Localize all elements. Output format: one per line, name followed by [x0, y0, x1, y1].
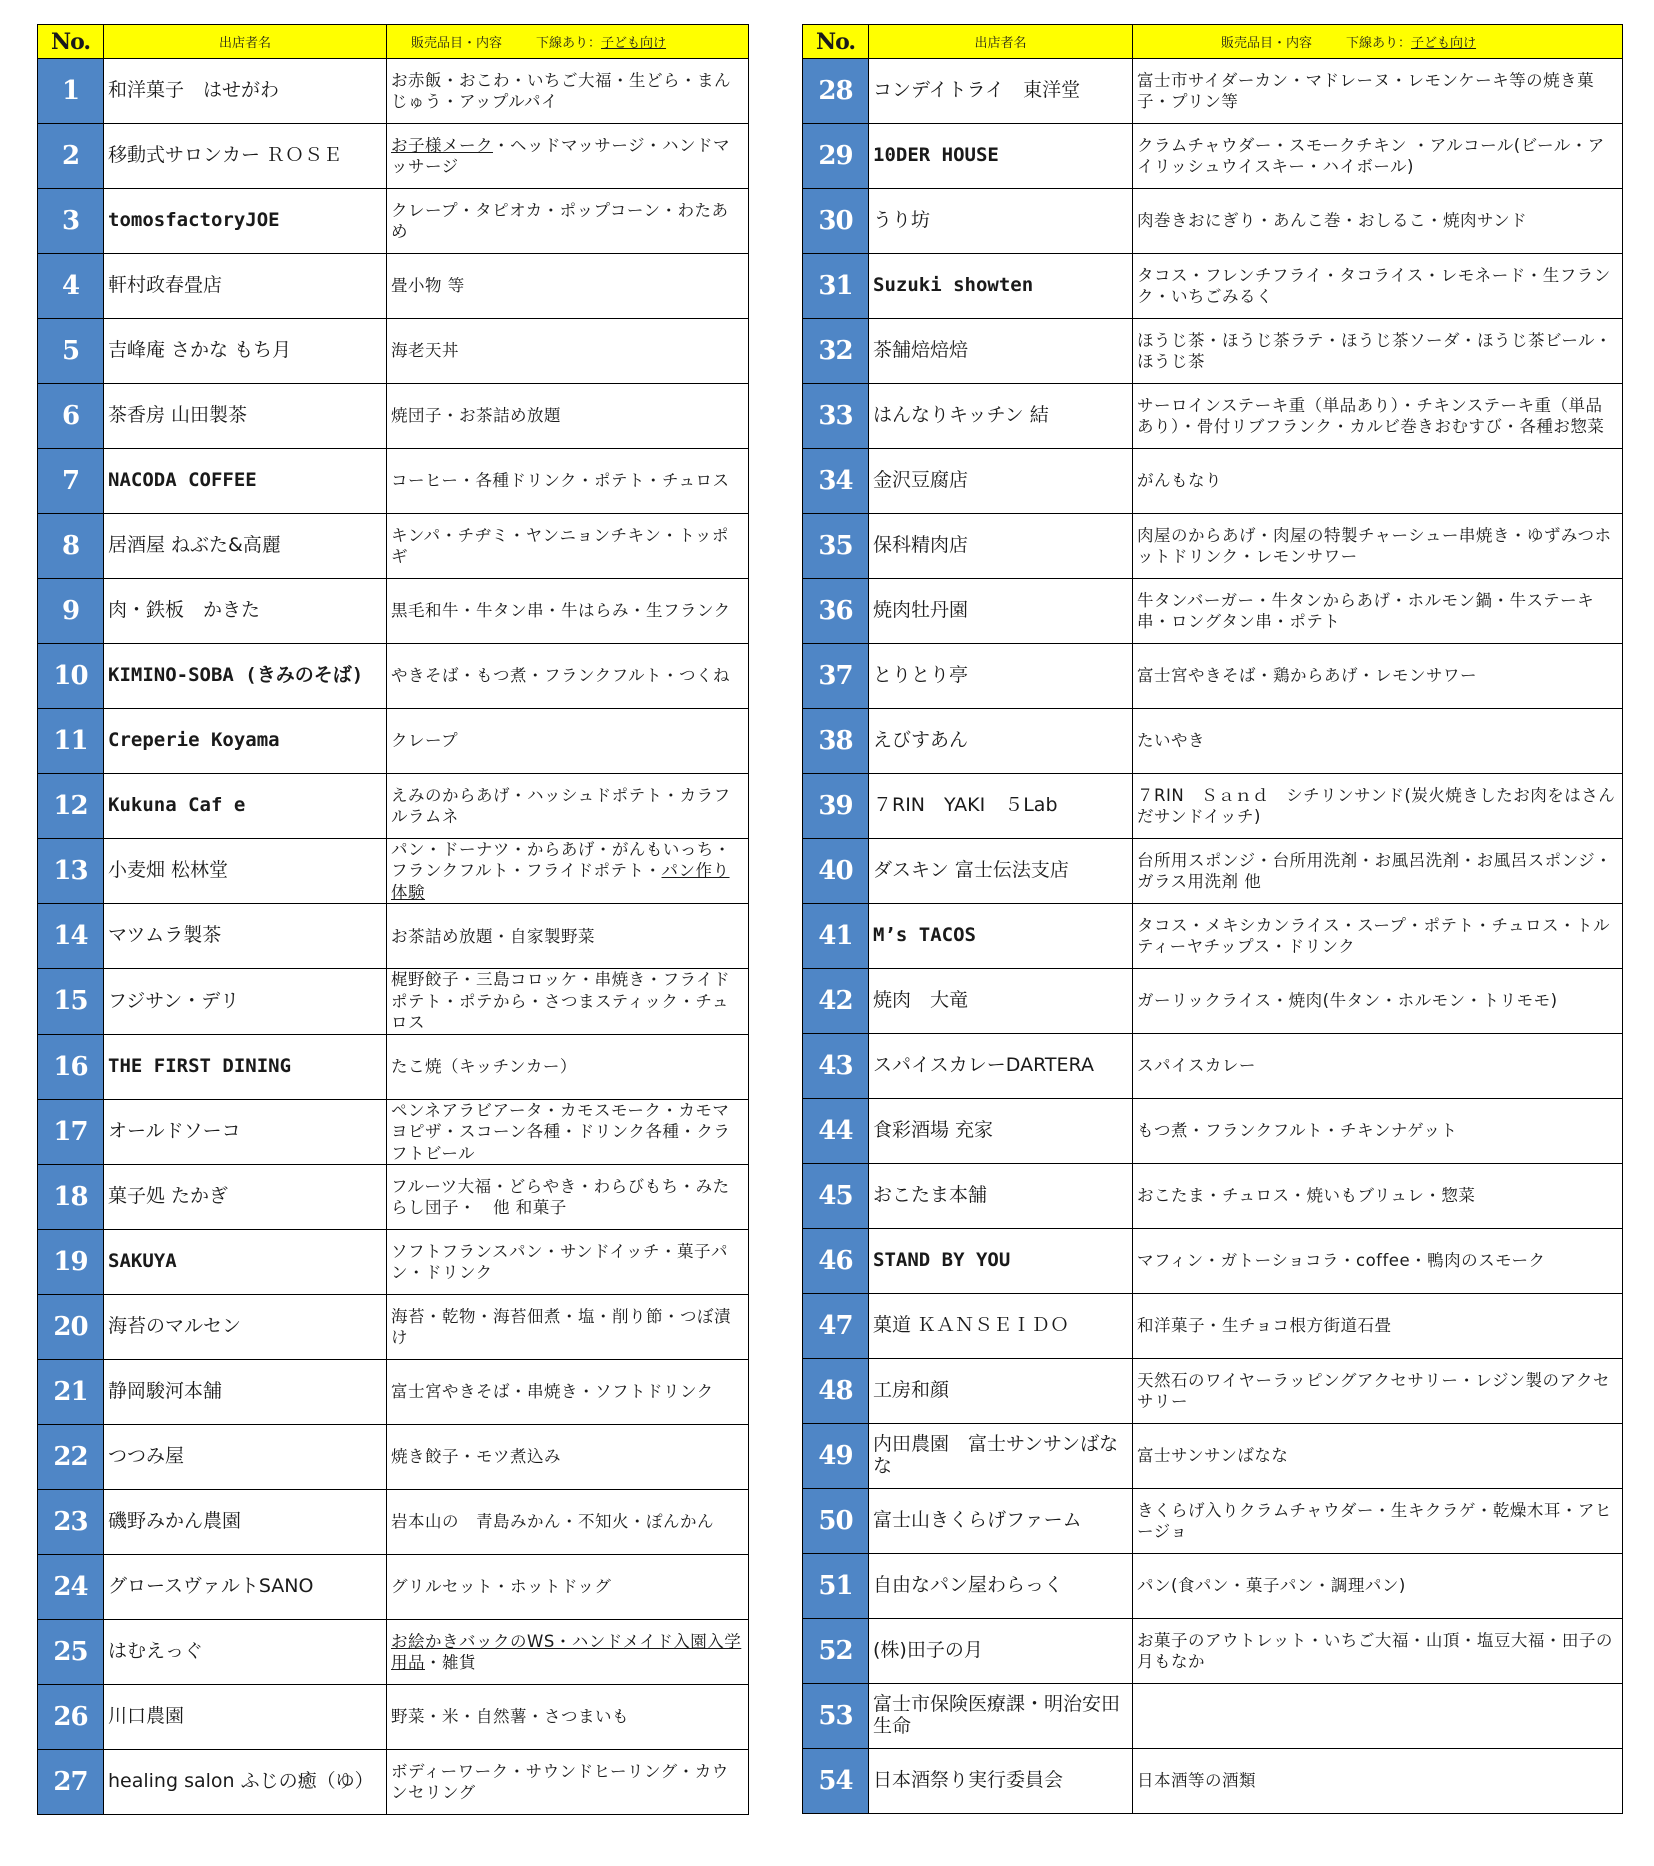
shop-name: healing salon ふじの癒（ゆ）: [104, 1749, 387, 1814]
item-text: 和洋菓子・生チョコ根方街道石畳: [1137, 1316, 1392, 1336]
shop-name: 焼肉牡丹園: [869, 579, 1133, 644]
table-row: [803, 1424, 1623, 1489]
table-row: [803, 904, 1623, 969]
items-cell: [1133, 449, 1623, 514]
row-number: 41: [803, 904, 869, 969]
item-text: 富士宮やきそば・鶏からあげ・レモンサワー: [1137, 666, 1477, 686]
item-text: たいやき: [1137, 731, 1205, 751]
row-number: 54: [803, 1749, 869, 1814]
item-text: もつ煮・フランクフルト・チキンナゲット: [1137, 1121, 1458, 1141]
table-row: [803, 1359, 1623, 1424]
item-text: フルーツ大福・どらやき・わらびもち・みたらし団子・ 他 和菓子: [391, 1176, 730, 1217]
header-underline-target: 子ども向け: [601, 36, 667, 51]
items-cell: [1133, 904, 1623, 969]
item-text: マフィン・ガトーショコラ・coffee・鴨肉のスモーク: [1137, 1251, 1546, 1271]
row-number: 48: [803, 1359, 869, 1424]
row-number: 52: [803, 1619, 869, 1684]
row-number: 26: [38, 1684, 104, 1749]
items-cell: [387, 449, 749, 514]
items-cell: [1133, 124, 1623, 189]
item-text: 畳小物 等: [391, 276, 465, 296]
items-cell: [387, 254, 749, 319]
row-number: 5: [38, 319, 104, 384]
shop-name: THE FIRST DINING: [104, 1034, 387, 1099]
shop-name: 居酒屋 ねぶた&高麗: [104, 514, 387, 579]
items-cell: [1133, 319, 1623, 384]
shop-name: 金沢豆腐店: [869, 449, 1133, 514]
shop-name: 和洋菓子 はせがわ: [104, 59, 387, 124]
shop-name: フジサン・デリ: [104, 969, 387, 1034]
table-row: [38, 1424, 749, 1489]
item-text: キンパ・チヂミ・ヤンニョンチキン・トッポギ: [391, 525, 729, 566]
table-row: [803, 1164, 1623, 1229]
row-number: 28: [803, 59, 869, 124]
row-number: 6: [38, 384, 104, 449]
items-cell: [1133, 1229, 1623, 1294]
item-text: やきそば・もつ煮・フランクフルト・つくね: [391, 666, 731, 686]
row-number: 45: [803, 1164, 869, 1229]
row-number: 10: [38, 644, 104, 709]
shop-name: はんなりキッチン 結: [869, 384, 1133, 449]
shop-name: コンデイトライ 東洋堂: [869, 59, 1133, 124]
items-cell: [1133, 189, 1623, 254]
table-row: [38, 969, 749, 1034]
header-shop: 出店者名: [869, 25, 1133, 59]
items-cell: [1133, 1619, 1623, 1684]
table-row: [803, 1294, 1623, 1359]
items-cell: [387, 514, 749, 579]
shop-name: 菓道 ＫＡＮＳＥＩＤＯ: [869, 1294, 1133, 1359]
items-cell: [387, 644, 749, 709]
kids-item-text: お絵かきバックのWS・ハンドメイド入園入学用品: [391, 1631, 742, 1672]
shop-name: 日本酒祭り実行委員会: [869, 1749, 1133, 1814]
items-cell: [387, 189, 749, 254]
shop-name: Suzuki showten: [869, 254, 1133, 319]
table-row: [803, 319, 1623, 384]
items-cell: [1133, 1164, 1623, 1229]
item-text: 肉巻きおにぎり・あんこ巻・おしるこ・焼肉サンド: [1137, 211, 1528, 231]
header-no: No.: [38, 25, 104, 59]
shop-name: おこたま本舗: [869, 1164, 1133, 1229]
item-text: ボディーワーク・サウンドヒーリング・カウンセリング: [391, 1761, 729, 1802]
items-cell: [1133, 644, 1623, 709]
shop-name: Creperie Koyama: [104, 709, 387, 774]
table-row: [803, 1684, 1623, 1749]
items-cell: [387, 1099, 749, 1164]
row-number: 34: [803, 449, 869, 514]
table-row: [38, 124, 749, 189]
shop-name: ７RIN YAKI ５Lab: [869, 774, 1133, 839]
row-number: 12: [38, 774, 104, 839]
row-number: 53: [803, 1684, 869, 1749]
shop-name: KIMINO-SOBA (きみのそば): [104, 644, 387, 709]
row-number: 33: [803, 384, 869, 449]
shop-name: とりとり亭: [869, 644, 1133, 709]
table-row: [38, 1229, 749, 1294]
item-text: 岩本山の 青島みかん・不知火・ぽんかん: [391, 1512, 714, 1532]
items-cell: [1133, 514, 1623, 579]
row-number: 47: [803, 1294, 869, 1359]
shop-name: 食彩酒場 充家: [869, 1099, 1133, 1164]
shop-name: 軒村政春畳店: [104, 254, 387, 319]
row-number: 21: [38, 1359, 104, 1424]
items-cell: [1133, 384, 1623, 449]
row-number: 42: [803, 969, 869, 1034]
shop-name: 静岡駿河本舗: [104, 1359, 387, 1424]
items-cell: [1133, 59, 1623, 124]
item-text: パン(食パン・菓子パン・調理パン): [1137, 1576, 1406, 1596]
shop-name: 10DER HOUSE: [869, 124, 1133, 189]
items-cell: [387, 1164, 749, 1229]
item-text: 焼団子・お茶詰め放題: [391, 406, 561, 426]
table-row: [38, 709, 749, 774]
items-cell: [387, 1749, 749, 1814]
header-underline-note: 下線あり：: [536, 36, 602, 51]
shop-name: オールドソーコ: [104, 1099, 387, 1164]
row-number: 20: [38, 1294, 104, 1359]
row-number: 1: [38, 59, 104, 124]
row-number: 19: [38, 1229, 104, 1294]
shop-name: 内田農園 富士サンサンばなな: [869, 1424, 1133, 1489]
shop-name: 吉峰庵 さかな もち月: [104, 319, 387, 384]
table-row: [38, 644, 749, 709]
shop-name: 菓子処 たかぎ: [104, 1164, 387, 1229]
table-row: [803, 514, 1623, 579]
item-text: 富士サンサンばなな: [1137, 1446, 1289, 1466]
items-cell: [387, 1619, 749, 1684]
item-text: お菓子のアウトレット・いちご大福・山頂・塩豆大福・田子の月もなか: [1137, 1630, 1613, 1671]
table-row: [38, 189, 749, 254]
item-text: 黒毛和牛・牛タン串・牛はらみ・生フランク: [391, 601, 731, 621]
item-text: お茶詰め放題・自家製野菜: [391, 926, 595, 946]
shop-name: スパイスカレーDARTERA: [869, 1034, 1133, 1099]
row-number: 18: [38, 1164, 104, 1229]
table-row: [803, 1229, 1623, 1294]
row-number: 17: [38, 1099, 104, 1164]
table-row: [803, 124, 1623, 189]
table-row: [803, 384, 1623, 449]
item-text: ・雑貨: [425, 1652, 476, 1672]
table-row: [38, 1554, 749, 1619]
shop-name: 保科精肉店: [869, 514, 1133, 579]
row-number: 31: [803, 254, 869, 319]
shop-name: 海苔のマルセン: [104, 1294, 387, 1359]
items-cell: [1133, 1034, 1623, 1099]
items-cell: [387, 1424, 749, 1489]
item-text: タコス・メキシカンライス・スープ・ポテト・チュロス・トルティーヤチップス・ドリンク: [1137, 915, 1611, 956]
table-row: [803, 644, 1623, 709]
row-number: 29: [803, 124, 869, 189]
items-cell: [1133, 1749, 1623, 1814]
row-number: 37: [803, 644, 869, 709]
items-cell: [1133, 1684, 1623, 1749]
row-number: 14: [38, 904, 104, 969]
items-cell: [1133, 839, 1623, 904]
items-cell: [387, 579, 749, 644]
item-text: お赤飯・おこわ・いちご大福・生どら・まんじゅう・アップルパイ: [391, 70, 731, 111]
row-number: 15: [38, 969, 104, 1034]
item-text: ソフトフランスパン・サンドイッチ・菓子パン・ドリンク: [391, 1241, 729, 1282]
table-row: [803, 774, 1623, 839]
table-row: [38, 254, 749, 319]
table-row: [38, 1099, 749, 1164]
item-text: 焼き餃子・モツ煮込み: [391, 1447, 561, 1467]
row-number: 44: [803, 1099, 869, 1164]
items-cell: [387, 1294, 749, 1359]
table-row: [38, 1489, 749, 1554]
item-text: きくらげ入りクラムチャウダー・生キクラゲ・乾燥木耳・アヒージョ: [1137, 1500, 1612, 1541]
row-number: 49: [803, 1424, 869, 1489]
table-row: [803, 254, 1623, 319]
shop-name: うり坊: [869, 189, 1133, 254]
items-cell: [1133, 1359, 1623, 1424]
vendor-table-right: [802, 24, 1623, 1814]
shop-name: ダスキン 富士伝法支店: [869, 839, 1133, 904]
table-row: [38, 1359, 749, 1424]
items-cell: [387, 1359, 749, 1424]
item-text: ペンネアラビアータ・カモスモーク・カモマヨピザ・スコーン各種・ドリンク各種・クラフトビール: [391, 1100, 731, 1163]
items-cell: [1133, 1554, 1623, 1619]
shop-name: 磯野みかん農園: [104, 1489, 387, 1554]
header-items: [387, 25, 749, 59]
items-cell: [1133, 709, 1623, 774]
table-row: [803, 1489, 1623, 1554]
item-text: 日本酒等の酒類: [1137, 1771, 1256, 1791]
item-text: 牛タンバーガー・牛タンからあげ・ホルモン鍋・牛ステーキ串・ロングタン串・ポテト: [1137, 590, 1595, 631]
items-cell: [1133, 1489, 1623, 1554]
row-number: 35: [803, 514, 869, 579]
row-number: 27: [38, 1749, 104, 1814]
shop-name: グロースヴァルトSANO: [104, 1554, 387, 1619]
item-text: タコス・フレンチフライ・タコライス・レモネード・生フランク・いちごみるく: [1137, 265, 1611, 306]
table-row: [38, 839, 749, 904]
items-cell: [387, 59, 749, 124]
item-text: 富士市サイダーカン・マドレーヌ・レモンケーキ等の焼き菓子・プリン等: [1137, 70, 1595, 111]
row-number: 2: [38, 124, 104, 189]
table-row: [803, 1619, 1623, 1684]
items-cell: [387, 1684, 749, 1749]
item-text: コーヒー・各種ドリンク・ポテト・チュロス: [391, 471, 730, 491]
shop-name: 小麦畑 松林堂: [104, 839, 387, 904]
shop-name: NACODA COFFEE: [104, 449, 387, 514]
table-row: [803, 1554, 1623, 1619]
header-shop: 出店者名: [104, 25, 387, 59]
item-text: ほうじ茶・ほうじ茶ラテ・ほうじ茶ソーダ・ほうじ茶ビール・ほうじ茶: [1137, 330, 1613, 371]
header-items: [1133, 25, 1623, 59]
shop-name: M’s TACOS: [869, 904, 1133, 969]
item-text: たこ焼（キッチンカー）: [391, 1056, 577, 1076]
row-number: 4: [38, 254, 104, 319]
items-cell: [1133, 254, 1623, 319]
row-number: 23: [38, 1489, 104, 1554]
items-cell: [1133, 1099, 1623, 1164]
row-number: 3: [38, 189, 104, 254]
table-row: [38, 514, 749, 579]
row-number: 40: [803, 839, 869, 904]
row-number: 16: [38, 1034, 104, 1099]
item-text: 野菜・米・自然薯・さつまいも: [391, 1707, 629, 1727]
table-row: [38, 1619, 749, 1684]
table-row: [38, 1684, 749, 1749]
items-cell: [1133, 969, 1623, 1034]
row-number: 25: [38, 1619, 104, 1684]
shop-name: はむえっぐ: [104, 1619, 387, 1684]
table-row: [803, 189, 1623, 254]
table-row: [803, 1749, 1623, 1814]
table-row: [803, 1034, 1623, 1099]
table-row: [38, 59, 749, 124]
shop-name: 茶香房 山田製茶: [104, 384, 387, 449]
items-cell: [387, 904, 749, 969]
items-cell: [387, 839, 749, 904]
row-number: 9: [38, 579, 104, 644]
shop-name: 自由なパン屋わらっく: [869, 1554, 1133, 1619]
items-cell: [1133, 774, 1623, 839]
table-row: [38, 774, 749, 839]
table-row: [38, 1749, 749, 1814]
row-number: 32: [803, 319, 869, 384]
table-row: [803, 839, 1623, 904]
row-number: 13: [38, 839, 104, 904]
item-text: パン・ドーナツ・からあげ・がんもいっち・フランクフルト・フライドポテト・: [391, 840, 731, 881]
items-cell: [1133, 579, 1623, 644]
table-row: [803, 449, 1623, 514]
item-text: 肉屋のからあげ・肉屋の特製チャーシュー串焼き・ゆずみつホットドリンク・レモンサワー: [1137, 525, 1612, 566]
row-number: 46: [803, 1229, 869, 1294]
header-no: No.: [803, 25, 869, 59]
table-row: [38, 384, 749, 449]
shop-name: 富士市保険医療課・明治安田生命: [869, 1684, 1133, 1749]
table-row: [803, 709, 1623, 774]
item-text: サーロインステーキ重（単品あり）・チキンステーキ重（単品あり）・骨付リブフランク・カルビ巻きおむすび・各種お惣菜: [1137, 395, 1605, 436]
shop-name: 肉・鉄板 かきた: [104, 579, 387, 644]
item-text: 海老天丼: [391, 341, 459, 361]
shop-name: 茶舗焙焙焙: [869, 319, 1133, 384]
table-row: [38, 319, 749, 384]
items-cell: [387, 709, 749, 774]
table-row: [803, 969, 1623, 1034]
row-number: 39: [803, 774, 869, 839]
item-text: スパイスカレー: [1137, 1056, 1256, 1076]
table-row: [38, 1034, 749, 1099]
item-text: 富士宮やきそば・串焼き・ソフトドリンク: [391, 1382, 714, 1402]
items-cell: [1133, 1424, 1623, 1489]
header-underline-note: 下線あり：: [1346, 36, 1412, 51]
shop-name: 富士山きくらげファーム: [869, 1489, 1133, 1554]
vendor-table-left: [37, 24, 749, 1815]
table-row: [803, 579, 1623, 644]
row-number: 36: [803, 579, 869, 644]
items-cell: [387, 1229, 749, 1294]
header-items-label: 販売品目・内容: [1221, 36, 1313, 51]
item-text: ・ヘッドマッサージ・ハンドマッサージ: [391, 135, 731, 176]
items-cell: [387, 319, 749, 384]
items-cell: [387, 774, 749, 839]
items-cell: [387, 384, 749, 449]
shop-name: 焼肉 大竜: [869, 969, 1133, 1034]
item-text: えみのからあげ・ハッシュドポテト・カラフルラムネ: [391, 785, 731, 826]
table-row: [38, 579, 749, 644]
row-number: 8: [38, 514, 104, 579]
row-number: 22: [38, 1424, 104, 1489]
row-number: 51: [803, 1554, 869, 1619]
table-header-row: [803, 25, 1623, 59]
kids-item-text: お子様メーク: [391, 135, 493, 155]
item-text: おこたま・チュロス・焼いもブリュレ・惣菜: [1137, 1186, 1476, 1206]
table-row: [38, 449, 749, 514]
table-row: [803, 1099, 1623, 1164]
item-text: クレープ: [391, 731, 459, 751]
shop-name: 川口農園: [104, 1684, 387, 1749]
shop-name: (株)田子の月: [869, 1619, 1133, 1684]
item-text: 海苔・乾物・海苔佃煮・塩・削り節・つぼ漬け: [391, 1306, 731, 1347]
table-row: [38, 1164, 749, 1229]
items-cell: [387, 1489, 749, 1554]
items-cell: [387, 124, 749, 189]
items-cell: [1133, 1294, 1623, 1359]
row-number: 38: [803, 709, 869, 774]
items-cell: [387, 969, 749, 1034]
item-text: ７RIN Ｓａｎｄ シチリンサンド(炭火焼きしたお肉をはさんだサンドイッチ): [1137, 785, 1616, 826]
item-text: 梶野餃子・三島コロッケ・串焼き・フライドポテト・ポテから・さつまスティック・チュロス: [391, 970, 731, 1033]
table-header-row: [38, 25, 749, 59]
item-text: グリルセット・ホットドッグ: [391, 1577, 612, 1597]
item-text: ガーリックライス・焼肉(牛タン・ホルモン・トリモモ): [1137, 991, 1558, 1011]
header-items-label: 販売品目・内容: [411, 36, 503, 51]
shop-name: つつみ屋: [104, 1424, 387, 1489]
row-number: 50: [803, 1489, 869, 1554]
row-number: 43: [803, 1034, 869, 1099]
row-number: 24: [38, 1554, 104, 1619]
item-text: クラムチャウダー・スモークチキン ・アルコール(ビール・アイリッシュウイスキー・ハイボール): [1137, 135, 1605, 176]
shop-name: 工房和顔: [869, 1359, 1133, 1424]
items-cell: [387, 1034, 749, 1099]
shop-name: えびすあん: [869, 709, 1133, 774]
table-row: [803, 59, 1623, 124]
shop-name: 移動式サロンカー ＲＯＳＥ: [104, 124, 387, 189]
row-number: 30: [803, 189, 869, 254]
table-row: [38, 1294, 749, 1359]
shop-name: マツムラ製茶: [104, 904, 387, 969]
row-number: 7: [38, 449, 104, 514]
shop-name: tomosfactoryJOE: [104, 189, 387, 254]
header-underline-target: 子ども向け: [1411, 36, 1477, 51]
shop-name: SAKUYA: [104, 1229, 387, 1294]
shop-name: STAND BY YOU: [869, 1229, 1133, 1294]
items-cell: [387, 1554, 749, 1619]
table-row: [38, 904, 749, 969]
item-text: クレープ・タピオカ・ポップコーン・わたあめ: [391, 200, 729, 241]
item-text: 天然石のワイヤーラッピングアクセサリー・レジン製のアクセサリー: [1137, 1370, 1611, 1411]
item-text: 台所用スポンジ・台所用洗剤・お風呂洗剤・お風呂スポンジ・ガラス用洗剤 他: [1137, 850, 1613, 891]
item-text: がんもなり: [1137, 471, 1222, 491]
row-number: 11: [38, 709, 104, 774]
kids-item-text: パン作り体験: [391, 861, 730, 902]
shop-name: Kukuna Caf e: [104, 774, 387, 839]
